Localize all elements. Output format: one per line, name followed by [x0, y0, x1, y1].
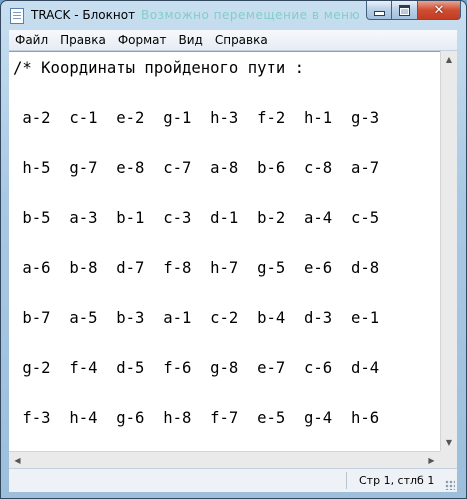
- scroll-left-icon[interactable]: ◀: [14, 455, 21, 465]
- status-divider: [346, 472, 347, 489]
- cursor-position: Стр 1, стлб 1: [359, 474, 435, 487]
- window-title: TRACK - Блокнот: [31, 8, 136, 22]
- status-bar: [9, 468, 457, 492]
- close-button[interactable]: [418, 1, 461, 20]
- minimize-icon: [374, 11, 385, 16]
- menu-view[interactable]: Вид: [178, 33, 203, 47]
- scroll-up-icon[interactable]: ▲: [445, 55, 453, 64]
- maximize-button[interactable]: [392, 1, 418, 20]
- menu-file[interactable]: Файл: [15, 33, 49, 47]
- scrollbar-corner: [440, 451, 457, 468]
- horizontal-scrollbar[interactable]: [9, 451, 440, 468]
- menu-help[interactable]: Справка: [214, 33, 268, 47]
- close-icon: ✕: [433, 2, 445, 18]
- menu-bar: [9, 30, 457, 51]
- minimize-button[interactable]: [366, 1, 392, 20]
- resize-grip-icon[interactable]: [445, 480, 455, 490]
- vertical-scrollbar[interactable]: [440, 51, 457, 451]
- notepad-icon: [10, 8, 24, 24]
- maximize-icon: [399, 5, 410, 16]
- menu-format[interactable]: Формат: [117, 33, 167, 47]
- text-editor[interactable]: [9, 51, 440, 452]
- menu-edit[interactable]: Правка: [60, 33, 106, 47]
- document-text[interactable]: /* Координаты пройденого пути : a-2 c-1 e-2 g-1 h-3 f-2 h-1 g-3 h-5 g-7 e-8 c-7 a-8 b-6 c-8 a-7 b-5 a-3 b-1 c-3 d-1 b-2 a-4 c-5 a-6 b-8 d-7 f-8 h-7 g-5 e-6 d-8 b-7 a-5 b-3 a-1 c-2 b-4 d-3 e-1 g-2 f-4 d-5 f-6 g-8 e-7 c-6 d-4 f-3 h-4 g-6 h-8 f-7 e-5 g-4 h-6: [13, 59, 380, 427]
- title-bar[interactable]: [1, 1, 466, 30]
- scroll-right-icon[interactable]: ▶: [428, 455, 435, 465]
- background-window-title: Возможно перемещение в меню: [141, 8, 361, 22]
- caption-buttons: [366, 1, 461, 20]
- scroll-down-icon[interactable]: ▼: [445, 438, 453, 447]
